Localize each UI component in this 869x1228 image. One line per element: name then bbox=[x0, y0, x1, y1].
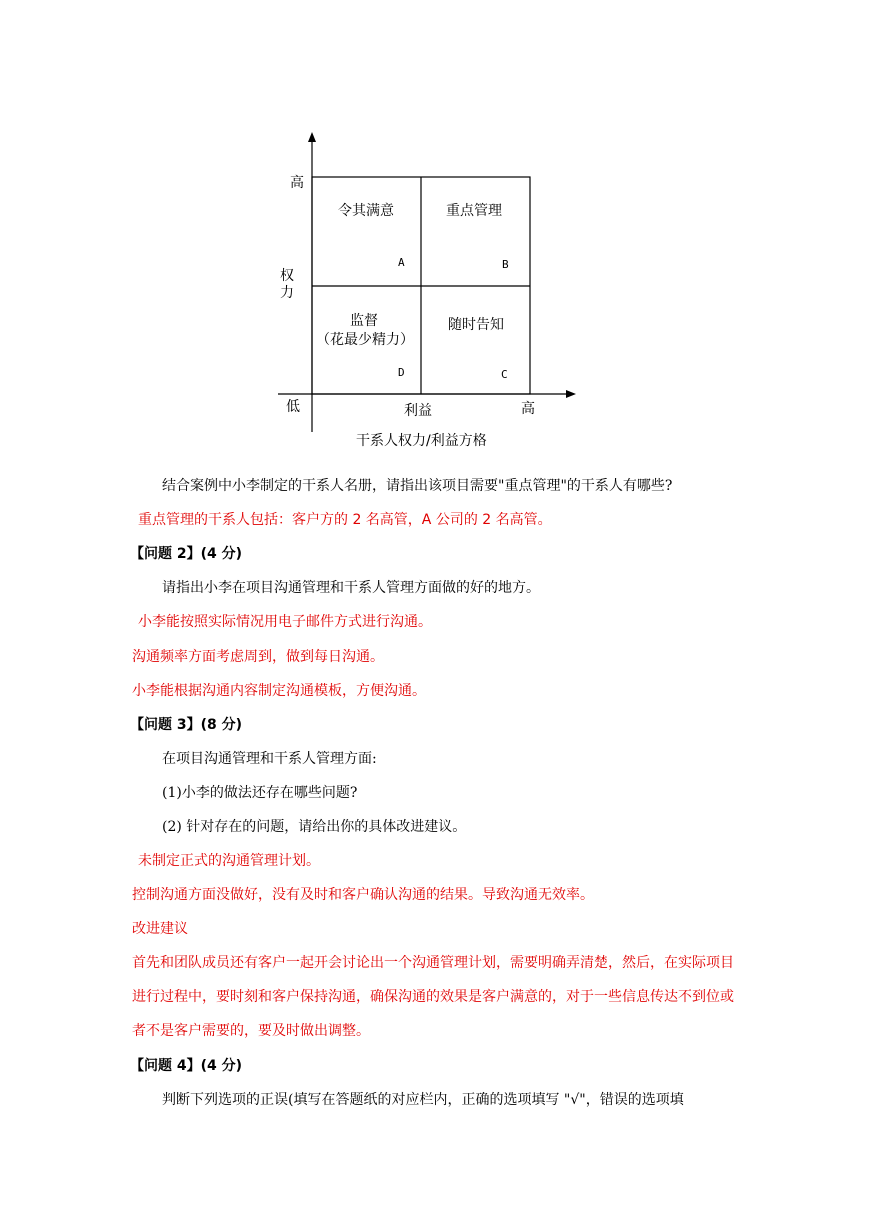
q2-question-text: 请指出小李在项目沟通管理和干系人管理方面做的好的地方。 bbox=[162, 580, 540, 596]
quadrant-monitor-title: 监督 bbox=[350, 313, 378, 329]
q1-answer: 重点管理的干系人包括：客户方的 2 名高管，A 公司的 2 名高管。 bbox=[138, 512, 552, 528]
q2-heading: 【问题 2】(4 分) bbox=[130, 546, 243, 562]
quadrant-monitor-subtitle: （花最少精力） bbox=[316, 332, 414, 348]
x-axis-high-label: 高 bbox=[521, 401, 535, 417]
quadrant-satisfy-title: 令其满意 bbox=[338, 203, 394, 219]
diagram-caption: 干系人权力/利益方格 bbox=[356, 433, 487, 449]
q2-answer-1: 小李能按照实际情况用电子邮件方式进行沟通。 bbox=[138, 614, 432, 630]
q3-line-1: 在项目沟通管理和干系人管理方面: bbox=[162, 751, 377, 767]
quadrant-inform-title: 随时告知 bbox=[448, 317, 504, 333]
q3-answer-1: 未制定正式的沟通管理计划。 bbox=[138, 853, 320, 869]
quadrant-manage-letter: B bbox=[502, 258, 509, 271]
q3-line-3: (2) 针对存在的问题，请给出你的具体改进建议。 bbox=[162, 819, 467, 835]
q3-answer-2: 控制沟通方面没做好，没有及时和客户确认沟通的结果。导致沟通无效率。 bbox=[132, 887, 594, 903]
q1-question-text: 结合案例中小李制定的干系人名册，请指出该项目需要"重点管理"的干系人有哪些? bbox=[162, 478, 673, 494]
q2-answer-3: 小李能根据沟通内容制定沟通模板，方便沟通。 bbox=[132, 683, 426, 699]
q3-improvement-paragraph: 首先和团队成员还有客户一起开会讨论出一个沟通管理计划，需要明确弄清楚，然后，在实际项目进行过程中，要时刻和客户保持沟通，确保沟通的效果是客户满意的，对于一些信息传达不到位或者不是客户需要的，要及时做出调整。 bbox=[132, 955, 734, 1039]
q3-heading: 【问题 3】(8 分) bbox=[130, 717, 243, 733]
q3-improvement-label: 改进建议 bbox=[132, 921, 188, 937]
q4-heading: 【问题 4】(4 分) bbox=[130, 1058, 243, 1074]
quadrant-satisfy-letter: A bbox=[398, 256, 405, 269]
power-interest-grid bbox=[268, 128, 588, 458]
origin-label: 低 bbox=[286, 399, 300, 415]
q2-answer-2: 沟通频率方面考虑周到，做到每日沟通。 bbox=[132, 649, 384, 665]
y-axis-high-label: 高 bbox=[290, 175, 304, 191]
q4-question-text: 判断下列选项的正误(填写在答题纸的对应栏内，正确的选项填写 "√"，错误的选项填 bbox=[162, 1092, 684, 1108]
quadrant-inform-letter: C bbox=[501, 368, 508, 381]
quadrant-manage-title: 重点管理 bbox=[446, 203, 502, 219]
y-axis-label: 权 力 bbox=[280, 268, 294, 301]
x-axis-label: 利益 bbox=[404, 403, 432, 419]
quadrant-monitor-letter: D bbox=[398, 366, 405, 379]
q3-line-2: (1)小李的做法还存在哪些问题? bbox=[162, 785, 358, 801]
